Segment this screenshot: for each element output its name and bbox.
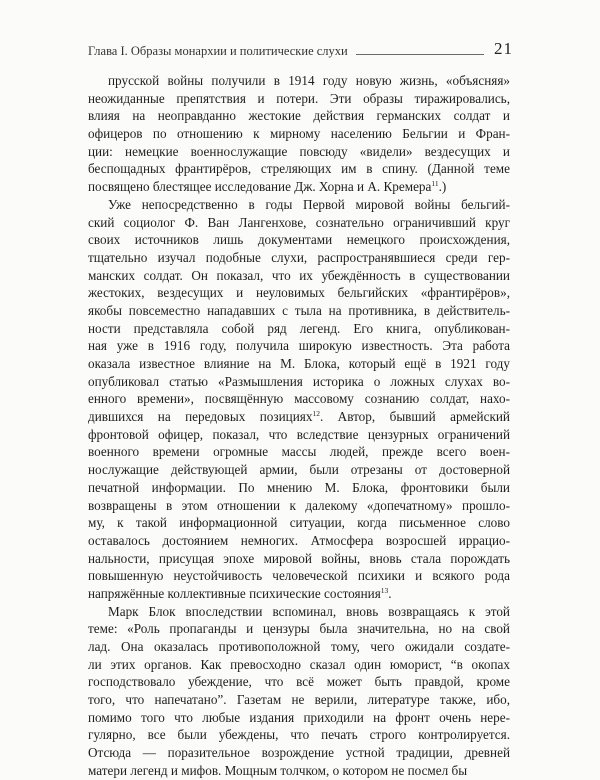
line-text: нослужащие действующей армии, были отрезаны от достоверной <box>88 462 510 478</box>
body-text <box>88 72 510 780</box>
line-text: повышенную неустойчивость человеческой психики и всякого рода <box>88 568 510 584</box>
text-line <box>88 426 510 444</box>
line-text: печатной информации. По мнению М. Блока, фронтовики были <box>88 479 510 495</box>
line-text: Марк Блок впоследствии вспоминал, вновь возвращаясь к этой <box>108 603 510 619</box>
text-line <box>88 160 510 178</box>
text-line <box>88 320 510 338</box>
page-number: 21 <box>494 39 513 58</box>
paragraph <box>88 72 510 196</box>
text-line <box>88 497 510 515</box>
line-text: опубликовал статью «Размышления историка о ложных слухах во- <box>88 373 510 389</box>
running-head: Глава I. Образы монархии и политические слухи <box>88 43 348 58</box>
line-text: ский социолог Ф. Ван Лангенхове, сознательно ограничивший круг <box>88 214 510 230</box>
text-line <box>88 550 510 568</box>
line-text: енного времени», посвящённую массовому сознанию солдат, нахо- <box>88 391 510 407</box>
text-line <box>88 479 510 497</box>
text-line <box>88 249 510 267</box>
text-line <box>88 143 510 161</box>
line-text: посвящено блестящее исследование Дж. Хорна и А. Кремера <box>88 179 432 195</box>
text-line <box>88 638 510 656</box>
header-rule <box>356 54 484 55</box>
line-text: дившихся на передовых позициях <box>88 409 313 425</box>
text-line <box>88 709 510 727</box>
text-line <box>88 691 510 709</box>
line-text: Уже непосредственно в годы Первой мировой войны бельгий- <box>108 196 510 212</box>
line-text-after: .) <box>438 179 447 195</box>
line-text: манских солдат. Он показал, что их убеждённость в существовании <box>88 267 510 283</box>
text-line <box>88 744 510 762</box>
line-text: му, к такой информационной ситуации, когда письменное слово <box>88 515 510 531</box>
line-text: офицеров по отношению к мирному населению Бельгии и Фран- <box>88 126 510 142</box>
line-text: того, что напечатано”. Газетам не верили, литературе также, ибо, <box>88 692 510 708</box>
text-line <box>88 125 510 143</box>
line-text: своих источников лишь документами немецкого происхождения, <box>88 232 510 248</box>
text-line <box>88 196 510 214</box>
text-line <box>88 443 510 461</box>
text-line <box>88 284 510 302</box>
text-line <box>88 214 510 232</box>
text-line <box>88 603 510 621</box>
line-text: ная уже в 1916 году, получила широкую известность. Эта работа <box>88 338 510 354</box>
text-line <box>88 178 510 196</box>
text-line <box>88 532 510 550</box>
text-line <box>88 390 510 408</box>
text-line <box>88 72 510 90</box>
text-line <box>88 337 510 355</box>
line-text: влияя на неоправданно жестокие действия германских солдат и <box>88 108 510 124</box>
line-text: господствовало убеждение, что всё может быть правдой, кроме <box>88 674 510 690</box>
text-line <box>88 656 510 674</box>
line-text: жестоких, вездесущих и неуловимых бельгийских «франтирёров», <box>88 285 510 301</box>
line-text: возвращены в этом отношении к далекому «допечатному» прошло- <box>88 497 510 513</box>
line-text: прусской войны получили в 1914 году новую жизнь, «объясняя» <box>108 73 510 88</box>
text-line <box>88 90 510 108</box>
page-header <box>88 35 513 57</box>
line-text: напряжённые коллективные психические состояния <box>88 585 381 601</box>
text-line <box>88 373 510 391</box>
footnote-marker: 11 <box>431 179 439 189</box>
line-text: беспощадных франтирёров, стреляющих им в спину. (Данной теме <box>88 161 510 177</box>
text-line <box>88 302 510 320</box>
text-line <box>88 355 510 373</box>
line-text: теме: «Роль пропаганды и цензуры была значительна, но на свой <box>88 621 510 637</box>
line-text: ли этих органов. Как превосходно сказал один юморист, “в окопах <box>88 656 510 672</box>
paragraph <box>88 603 510 780</box>
text-line <box>88 726 510 744</box>
line-text: нальности, присущая эпохе мировой войны, вновь стала порождать <box>88 550 510 566</box>
line-text: оставалось достоянием немногих. Атмосфера возросшей иррацио- <box>88 532 510 548</box>
line-text-after: . Автор, бывший армейский <box>319 409 510 425</box>
line-text: оказала известное влияние на М. Блока, который ещё в 1921 году <box>88 356 510 371</box>
text-line <box>88 408 510 426</box>
text-line <box>88 231 510 249</box>
footnote-marker: 13 <box>380 585 389 595</box>
paragraph <box>88 196 510 603</box>
text-line <box>88 107 510 125</box>
text-line <box>88 567 510 585</box>
text-line <box>88 267 510 285</box>
line-text-after: . <box>388 585 392 601</box>
line-text: ции: немецкие военнослужащие повсюду «видели» вездесущих и <box>88 143 510 159</box>
text-line <box>88 762 510 780</box>
text-line <box>88 461 510 479</box>
text-line <box>88 673 510 691</box>
text-line <box>88 514 510 532</box>
line-text: тщательно изучал подобные слухи, распространявшиеся среди гер- <box>88 249 510 265</box>
line-text: фронтовой офицер, показал, что вследствие цензурных ограничений <box>88 426 510 442</box>
line-text: лад. Она оказалась противоположной тому, чего ожидали создате- <box>88 639 510 654</box>
line-text: якобы повсеместно нападавших с тыла на противника, в действитель- <box>88 302 510 318</box>
footnote-marker: 12 <box>312 409 320 419</box>
line-text: Отсюда — поразительное возрождение устной традиции, древней <box>88 745 510 761</box>
line-text: военного времени огромные массы людей, прежде всего воен- <box>88 444 510 460</box>
text-line <box>88 620 510 638</box>
text-line <box>88 585 510 603</box>
line-text: ности представляла собой ряд легенд. Его книга, опубликован- <box>88 320 510 336</box>
line-text: гулярно, все были убеждены, что печать строго контролируется. <box>88 727 510 743</box>
line-text: помимо того что любые издания приходили на фронт очень нере- <box>88 709 510 725</box>
line-text: неожиданные препятствия и потери. Эти образы тиражировались, <box>88 90 510 106</box>
line-text: матери легенд и мифов. Мощным толчком, о котором не посмел бы <box>88 762 468 778</box>
